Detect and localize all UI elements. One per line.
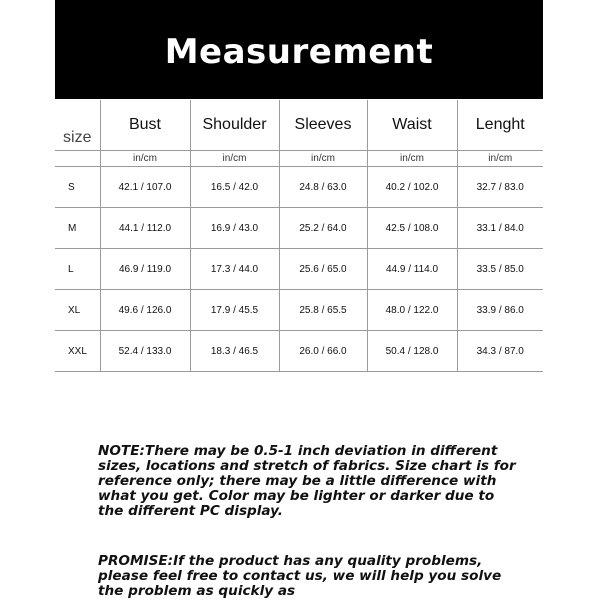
size-chart-table [55,100,543,372]
size-label: XXL [55,331,100,372]
table-cell: 33.5 / 85.0 [457,249,543,290]
table-cell: 25.8 / 65.5 [279,290,367,331]
table-cell: 44.9 / 114.0 [367,249,457,290]
unit-cell: in/cm [367,151,457,167]
unit-cell-blank [55,151,100,167]
table-cell: 50.4 / 128.0 [367,331,457,372]
table-cell: 34.3 / 87.0 [457,331,543,372]
table-cell: 25.2 / 64.0 [279,208,367,249]
table-cell: 16.9 / 43.0 [190,208,279,249]
table-cell: 17.9 / 45.5 [190,290,279,331]
promise-text: PROMISE:If the product has any quality problems, please feel free to contact us, we will help you solve the problem as quickly as [98,553,502,599]
size-column-header: size [55,100,100,151]
table-cell: 52.4 / 133.0 [100,331,190,372]
table-cell: 33.9 / 86.0 [457,290,543,331]
table-row [55,290,543,331]
column-header-sleeves: Sleeves [279,100,367,151]
table-row [55,249,543,290]
unit-cell: in/cm [279,151,367,167]
table-header-row [55,100,543,151]
table-cell: 24.8 / 63.0 [279,167,367,208]
page-title: Measurement [164,31,434,72]
unit-cell: in/cm [190,151,279,167]
column-header-shoulder: Shoulder [190,100,279,151]
size-label: XL [55,290,100,331]
table-cell: 42.1 / 107.0 [100,167,190,208]
unit-cell: in/cm [457,151,543,167]
table-cell: 49.6 / 126.0 [100,290,190,331]
table-cell: 32.7 / 83.0 [457,167,543,208]
table-cell: 33.1 / 84.0 [457,208,543,249]
size-label: M [55,208,100,249]
table-cell: 25.6 / 65.0 [279,249,367,290]
table-cell: 48.0 / 122.0 [367,290,457,331]
size-label: L [55,249,100,290]
table-row [55,331,543,372]
column-header-length: Lenght [457,100,543,151]
table-cell: 26.0 / 66.0 [279,331,367,372]
column-header-bust: Bust [100,100,190,151]
column-header-waist: Waist [367,100,457,151]
table-cell: 18.3 / 46.5 [190,331,279,372]
table-row [55,208,543,249]
unit-cell: in/cm [100,151,190,167]
table-cell: 44.1 / 112.0 [100,208,190,249]
title-banner [55,0,543,99]
note-text: NOTE:There may be 0.5-1 inch deviation in different sizes, locations and stretch of fabrics. Size chart is for reference only; there may be a little difference with what you get. Color may be lighter or darker due to the different PC display. [98,443,516,519]
table-cell: 40.2 / 102.0 [367,167,457,208]
unit-row [55,151,543,167]
table-cell: 17.3 / 44.0 [190,249,279,290]
table-row [55,167,543,208]
table-cell: 16.5 / 42.0 [190,167,279,208]
size-label: S [55,167,100,208]
table-cell: 42.5 / 108.0 [367,208,457,249]
table-cell: 46.9 / 119.0 [100,249,190,290]
